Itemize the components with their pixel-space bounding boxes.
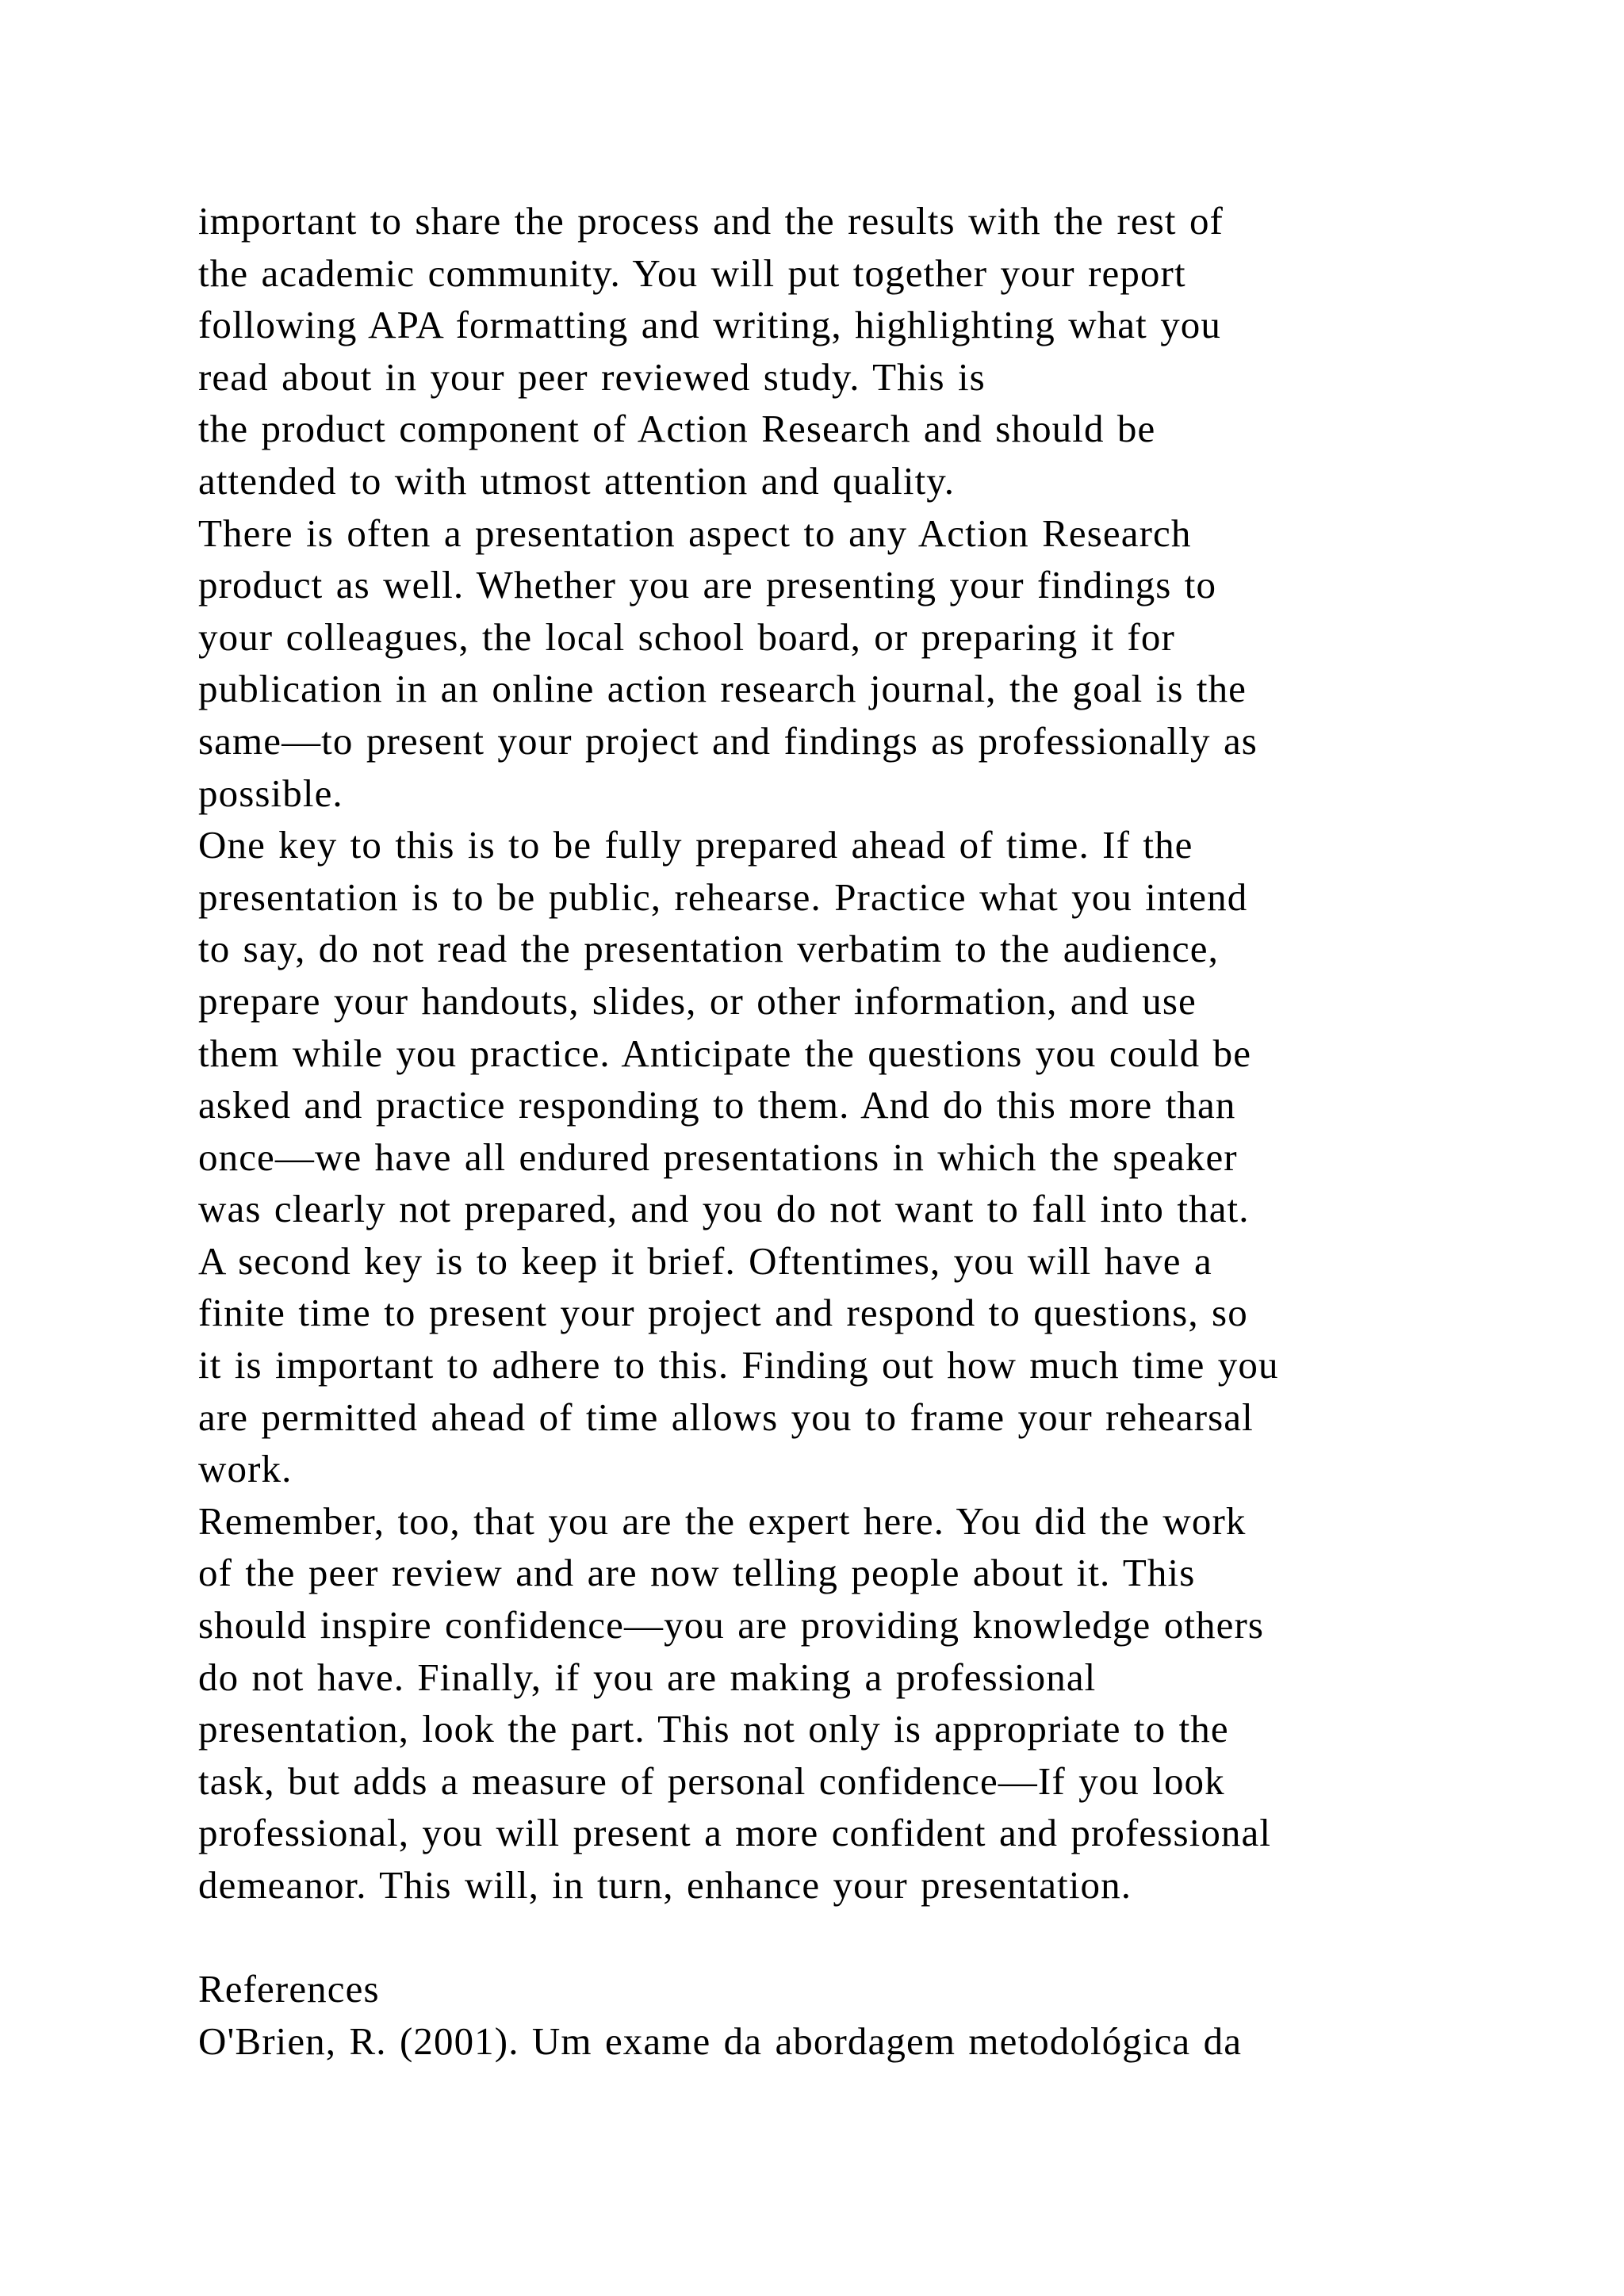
text-line: following APA formatting and writing, highlighting what you bbox=[198, 303, 1222, 347]
text-line: once—we have all endured presentations in which the speaker bbox=[198, 1135, 1238, 1179]
text-line: same—to present your project and findings as professionally as bbox=[198, 718, 1258, 763]
text-line: work. bbox=[198, 1447, 293, 1491]
text-line: your colleagues, the local school board, or preparing it for bbox=[198, 614, 1175, 659]
text-line: to say, do not read the presentation verbatim to the audience, bbox=[198, 927, 1219, 971]
text-line: are permitted ahead of time allows you to frame your rehearsal bbox=[198, 1395, 1254, 1439]
text-line: finite time to present your project and respond to questions, so bbox=[198, 1291, 1248, 1335]
body-text bbox=[198, 195, 1499, 2067]
text-line: them while you practice. Anticipate the questions you could be bbox=[198, 1031, 1252, 1075]
blank-line bbox=[198, 1911, 1499, 1964]
text-line: possible. bbox=[198, 771, 343, 815]
text-line: attended to with utmost attention and quality. bbox=[198, 458, 956, 503]
text-line: prepare your handouts, slides, or other information, and use bbox=[198, 978, 1197, 1023]
text-line: important to share the process and the results with the rest of bbox=[198, 199, 1224, 243]
text-line: presentation is to be public, rehearse. Practice what you intend bbox=[198, 874, 1248, 919]
text-line: should inspire confidence—you are providing knowledge others bbox=[198, 1603, 1265, 1647]
text-line: Remember, too, that you are the expert here. You did the work bbox=[198, 1498, 1247, 1543]
text-line: There is often a presentation aspect to any Action Research bbox=[198, 511, 1192, 555]
text-line: the product component of Action Research and should be bbox=[198, 407, 1156, 451]
text-line: professional, you will present a more confident and professional bbox=[198, 1811, 1272, 1855]
text-line: presentation, look the part. This not only is appropriate to the bbox=[198, 1707, 1229, 1751]
text-line: One key to this is to be fully prepared ahead of time. If the bbox=[198, 823, 1193, 867]
text-line: of the peer review and are now telling people about it. This bbox=[198, 1551, 1196, 1595]
text-line: was clearly not prepared, and you do not want to fall into that. bbox=[198, 1187, 1250, 1231]
text-line: task, but adds a measure of personal confidence—If you look bbox=[198, 1758, 1225, 1803]
reference-entry: O'Brien, R. (2001). Um exame da abordagem metodológica da bbox=[198, 2019, 1243, 2063]
text-line: product as well. Whether you are presenting your findings to bbox=[198, 563, 1217, 607]
text-line: demeanor. This will, in turn, enhance your presentation. bbox=[198, 1863, 1132, 1907]
text-line: the academic community. You will put together your report bbox=[198, 251, 1186, 295]
text-line: A second key is to keep it brief. Oftentimes, you will have a bbox=[198, 1238, 1212, 1283]
text-line: read about in your peer reviewed study. This is bbox=[198, 354, 986, 399]
references-heading: References bbox=[198, 1967, 380, 2011]
text-line: do not have. Finally, if you are making a professional bbox=[198, 1655, 1097, 1699]
text-line: it is important to adhere to this. Finding out how much time you bbox=[198, 1343, 1279, 1387]
text-line: publication in an online action research journal, the goal is the bbox=[198, 667, 1247, 711]
text-line: asked and practice responding to them. And do this more than bbox=[198, 1083, 1236, 1127]
